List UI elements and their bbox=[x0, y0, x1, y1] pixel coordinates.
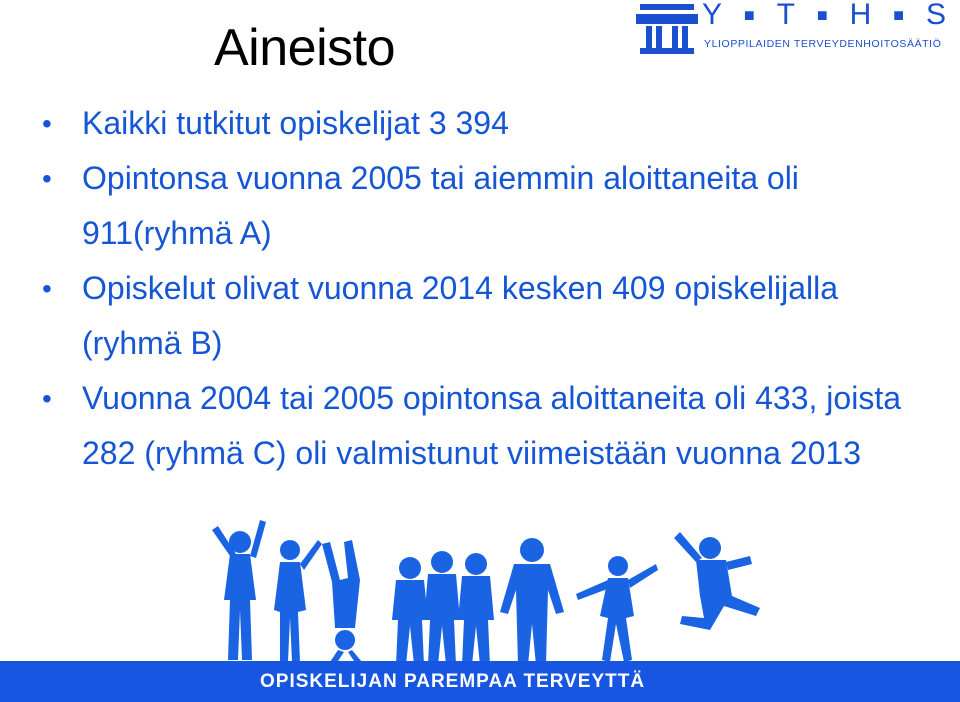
silhouette-figure bbox=[458, 553, 494, 665]
footer-slogan: OPISKELIJAN PAREMPAA TERVEYTTÄ bbox=[260, 671, 646, 692]
bullet-text: Kaikki tutkitut opiskelijat 3 394 bbox=[82, 105, 509, 141]
logo-letters: Y ■ T ■ H ■ S bbox=[702, 0, 946, 31]
footer-bar bbox=[0, 661, 960, 702]
silhouette-figure bbox=[500, 538, 564, 665]
slide-title: Aineisto bbox=[214, 19, 395, 77]
bullet-icon: • bbox=[42, 108, 52, 139]
bullet-item bbox=[40, 261, 940, 371]
silhouette-figure bbox=[674, 532, 760, 630]
logo-letter: Y bbox=[702, 0, 723, 31]
bullet-item bbox=[40, 151, 940, 261]
bullet-icon: • bbox=[42, 273, 52, 304]
bullet-icon: • bbox=[42, 163, 52, 194]
silhouette-figure bbox=[274, 540, 322, 662]
logo-letter: H bbox=[849, 0, 872, 31]
bullet-item bbox=[40, 96, 940, 151]
bullet-item bbox=[40, 371, 940, 481]
silhouette-figure bbox=[322, 540, 362, 664]
bullet-text: Vuonna 2004 tai 2005 opintonsa aloittaneita oli 433, joista 282 (ryhmä C) oli valmistunut viimeistään vuonna 2013 bbox=[82, 380, 901, 471]
logo-subtitle: YLIOPPILAIDEN TERVEYDENHOITOSÄÄTIÖ bbox=[704, 38, 942, 50]
silhouette-figure bbox=[212, 520, 266, 660]
bullet-list bbox=[40, 96, 940, 481]
pillar-icon bbox=[636, 4, 698, 54]
bullet-text: Opiskelut olivat vuonna 2014 kesken 409 opiskelijalla (ryhmä B) bbox=[82, 270, 839, 361]
logo-letter: S bbox=[925, 0, 946, 31]
silhouette-figure bbox=[576, 556, 658, 662]
bullet-icon: • bbox=[42, 383, 52, 414]
logo-letter: T bbox=[776, 0, 795, 31]
bullet-text: Opintonsa vuonna 2005 tai aiemmin aloittaneita oli 911(ryhmä A) bbox=[82, 160, 799, 251]
silhouette-figure bbox=[392, 557, 428, 665]
silhouette-figure bbox=[424, 551, 460, 665]
people-silhouettes bbox=[180, 520, 780, 670]
yths-logo bbox=[636, 0, 946, 60]
